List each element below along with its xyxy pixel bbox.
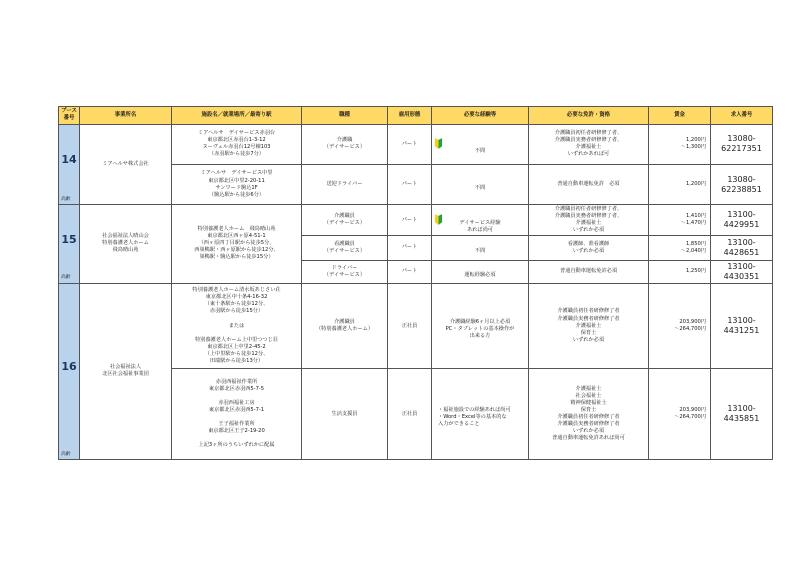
experience-text: 介護職経験6ヶ月以上必須 PC・タブレットの基本操作が 出来る方 <box>445 319 515 340</box>
employment-cell: パート <box>388 236 432 260</box>
experience-text: 不問 <box>474 184 486 191</box>
booth-number: 16 <box>61 360 77 374</box>
table-row <box>59 205 773 236</box>
header-company: 事業所名 <box>80 107 172 125</box>
job-type-cell: 送迎ドライバー <box>302 164 388 204</box>
header-wage: 賃金 <box>649 107 711 125</box>
wage-cell: 203,900円 ～264,700円 <box>649 369 711 460</box>
booth-age-note: 高齢 <box>61 275 71 281</box>
employment-cell: 正社員 <box>388 283 432 369</box>
header-facility: 施設名／就業場所／最寄り駅 <box>172 107 302 125</box>
facility-cell: ミアヘルサ デイサービス中里 東京都北区中里2-20-11 サンワード駒込1F （駒込駅から徒歩6分） <box>172 164 302 204</box>
facility-cell: ミアヘルサ デイサービス赤羽台 東京都北区赤羽台1-3-12 ヌーヴェル赤羽台12号棟103 （赤羽駅から徒歩7分） <box>172 124 302 164</box>
license-cell: 介護職員初任者研修修了者、 介護職員実務者研修修了者、 介護福祉士 いずれかあれば可 <box>529 124 649 164</box>
booth-cell <box>59 283 80 459</box>
job-id-cell: 13100- 4430351 <box>711 260 773 283</box>
header-employment: 雇用形態 <box>388 107 432 125</box>
job-type-cell: 介護職員 （デイサービス） <box>302 205 388 236</box>
booth-age-note: 高齢 <box>61 451 71 457</box>
employment-cell: パート <box>388 124 432 164</box>
experience-text: 運転経験必須 <box>464 271 496 278</box>
wage-cell: 203,900円 ～264,700円 <box>649 283 711 369</box>
employment-cell: パート <box>388 205 432 236</box>
beginner-leaf-icon <box>434 138 443 149</box>
job-type-cell: 介護職 （デイサービス） <box>302 124 388 164</box>
job-type-cell: 生活支援員 <box>302 369 388 460</box>
job-id-cell: 13100- 4429951 <box>711 205 773 236</box>
company-name: 社会福祉法人晴山会 特別養護老人ホーム 飛鳥晴山苑 <box>80 205 172 284</box>
job-id-cell: 13100- 4428651 <box>711 236 773 260</box>
job-type-cell: 介護職員 （特別養護老人ホーム） <box>302 283 388 369</box>
beginner-leaf-icon <box>434 214 443 225</box>
facility-cell: 特別養護老人ホーム清水坂あじさい荘 東京都北区中十条4-16-32 （東十条駅から徒歩12分、 赤羽駅から徒歩15分） または 特別養護老人ホーム上中里つつじ荘 東京都北区上中里2-45-2 （上中里駅から徒歩12分、 田端駅から徒歩13分） <box>172 283 302 369</box>
header-job: 職種 <box>302 107 388 125</box>
booth-age-note: 高齢 <box>61 196 71 202</box>
booth-number: 15 <box>61 233 77 247</box>
wage-cell: 1,200円 ～1,300円 <box>649 124 711 164</box>
experience-cell <box>432 260 529 283</box>
booth-number: 14 <box>61 153 77 167</box>
header-license: 必要な免許・資格 <box>529 107 649 125</box>
facility-cell: 特別養護老人ホーム 飛鳥晴山苑 東京都北区西ヶ原4-51-1 （西ヶ原四丁目駅から徒歩5分、 西巣鴨駅・西ヶ原駅から徒歩12分、 巣鴨駅・駒込駅から徒歩15分） <box>172 205 302 284</box>
license-cell: 普通自動車運転免許必須 <box>529 260 649 283</box>
facility-cell: 赤羽西福祉作業所 東京都北区赤羽西5-7-5 赤羽西福祉工房 東京都北区赤羽西5-7-1 王子福祉作業所 東京都北区王子2-19-20 上記3ヶ所のうちいずれかに配属 <box>172 369 302 460</box>
experience-text: 不問 <box>474 147 486 154</box>
experience-cell <box>432 283 529 369</box>
job-type-cell: ドライバー （デイサービス） <box>302 260 388 283</box>
experience-text: ・福祉施設での経験あれば尚可 ・Word・Excel等の基本的な 入力ができること <box>438 407 511 428</box>
experience-cell <box>432 124 529 164</box>
job-id-cell: 13100- 4431251 <box>711 283 773 369</box>
company-name: 社会福祉法人 北区社会福祉事業団 <box>80 283 172 459</box>
booth-cell <box>59 124 80 205</box>
wage-cell: 1,200円 <box>649 164 711 204</box>
wage-cell: 1,250円 <box>649 260 711 283</box>
employment-cell: パート <box>388 260 432 283</box>
booth-cell <box>59 205 80 284</box>
wage-cell: 1,850円 ～2,040円 <box>649 236 711 260</box>
wage-cell: 1,410円 ～1,470円 <box>649 205 711 236</box>
license-cell: 介護職員初任者研修修了者、 介護職員実務者研修修了者、 介護福祉士 いずれか必須 <box>529 205 649 236</box>
table-row <box>59 283 773 369</box>
experience-cell <box>432 205 529 236</box>
experience-cell <box>432 164 529 204</box>
employment-cell: パート <box>388 164 432 204</box>
job-listing-table <box>58 106 773 460</box>
job-type-cell: 看護職員 （デイサービス） <box>302 236 388 260</box>
job-id-cell: 13080- 62217351 <box>711 124 773 164</box>
job-id-cell: 13100- 4435851 <box>711 369 773 460</box>
license-cell: 介護福祉士 社会福祉士 精神保健福祉士 保育士 介護職員初任者研修修了者 介護職員実務者研修修了者 いずれか必須 普通自動車運転免許あれば尚可 <box>529 369 649 460</box>
experience-cell <box>432 236 529 260</box>
header-row <box>59 107 773 125</box>
table-row <box>59 124 773 164</box>
license-cell: 介護職員初任者研修修了者 介護職員実務者研修修了者 介護福祉士 保育士 いずれか必須 <box>529 283 649 369</box>
employment-cell: 正社員 <box>388 369 432 460</box>
experience-text: デイサービス経験 あれば尚可 <box>459 220 501 234</box>
company-name: ミアヘルサ株式会社 <box>80 124 172 205</box>
experience-cell <box>432 369 529 460</box>
header-experience: 必要な経験等 <box>432 107 529 125</box>
experience-text: 不問 <box>474 248 486 254</box>
header-job-id: 求人番号 <box>711 107 773 125</box>
license-cell: 看護師、准看護師 いずれか必須 <box>529 236 649 260</box>
header-booth: ブース番号 <box>59 107 80 125</box>
job-id-cell: 13080- 62238851 <box>711 164 773 204</box>
license-cell: 普通自動車運転免許 必須 <box>529 164 649 204</box>
